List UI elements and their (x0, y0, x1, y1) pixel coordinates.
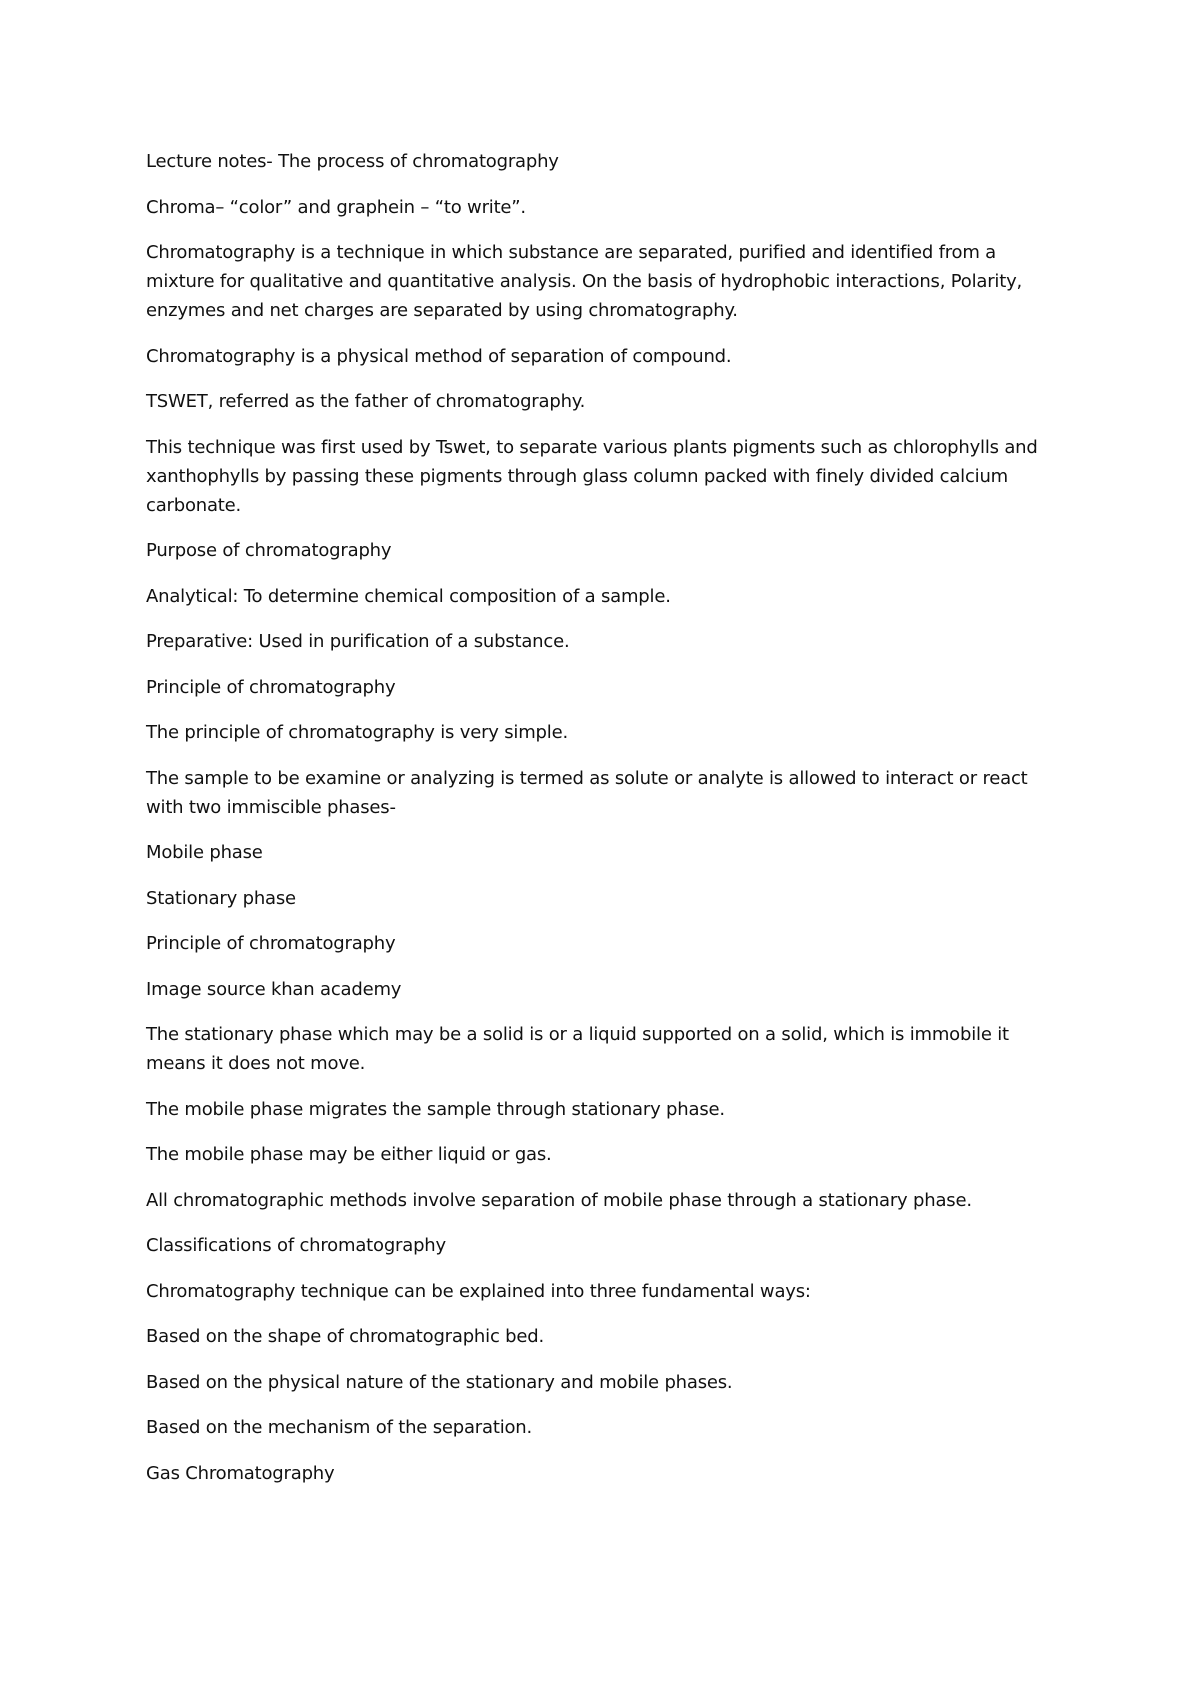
paragraph-three-ways: Chromatography technique can be explained into three fundamental ways: (146, 1280, 811, 1302)
paragraph-tswet: TSWET, referred as the father of chromatography. (146, 391, 586, 412)
heading-principle: Principle of chromatography (146, 676, 396, 698)
heading-purpose: Purpose of chromatography (146, 540, 392, 561)
list-item-shape: Based on the shape of chromatographic bed. (146, 1326, 545, 1347)
list-item-mobile-phase: Mobile phase (146, 842, 263, 863)
list-item-stationary-phase: Stationary phase (146, 887, 296, 909)
document-body (146, 147, 1046, 1504)
paragraph-sample: The sample to be examine or analyzing is termed as solute or analyte is allowed to interact or react with two immiscible phases- (146, 767, 1028, 818)
paragraph-mobile-liquid-gas: The mobile phase may be either liquid or gas. (146, 1144, 552, 1165)
paragraph-mobile-migrates: The mobile phase migrates the sample through stationary phase. (146, 1098, 725, 1120)
heading-principle-2: Principle of chromatography (146, 933, 396, 954)
paragraph-definition: Chromatography is a technique in which substance are separated, purified and identified from a mixture for qualitative and quantitative analysis. On the basis of hydrophobic interactions, Polarity, enzymes and net charges are separated by using chromatography. (146, 242, 1023, 321)
paragraph-history: This technique was first used by Tswet, to separate various plants pigments such as chlorophylls and xanthophylls by passing these pigments through glass column packed with finely divided calcium carbonate. (146, 436, 1038, 516)
image-source-caption: Image source khan academy (146, 978, 402, 1000)
paragraph-etymology: Chroma– “color” and graphein – “to write”. (146, 196, 526, 218)
paragraph-physical-method: Chromatography is a physical method of separation of compound. (146, 345, 732, 367)
list-item-mechanism: Based on the mechanism of the separation. (146, 1417, 533, 1438)
list-item-physical-nature: Based on the physical nature of the stationary and mobile phases. (146, 1371, 733, 1393)
paragraph-stationary: The stationary phase which may be a solid is or a liquid supported on a solid, which is immobile it means it does not move. (146, 1024, 1009, 1074)
heading-gas-chromatography: Gas Chromatography (146, 1462, 335, 1484)
doc-title: Lecture notes- The process of chromatography (146, 151, 559, 172)
paragraph-all-methods: All chromatographic methods involve separation of mobile phase through a stationary phase. (146, 1189, 972, 1211)
paragraph-analytical: Analytical: To determine chemical composition of a sample. (146, 585, 671, 607)
paragraph-principle-simple: The principle of chromatography is very simple. (146, 722, 568, 743)
paragraph-preparative: Preparative: Used in purification of a substance. (146, 631, 570, 652)
heading-classifications: Classifications of chromatography (146, 1235, 446, 1256)
